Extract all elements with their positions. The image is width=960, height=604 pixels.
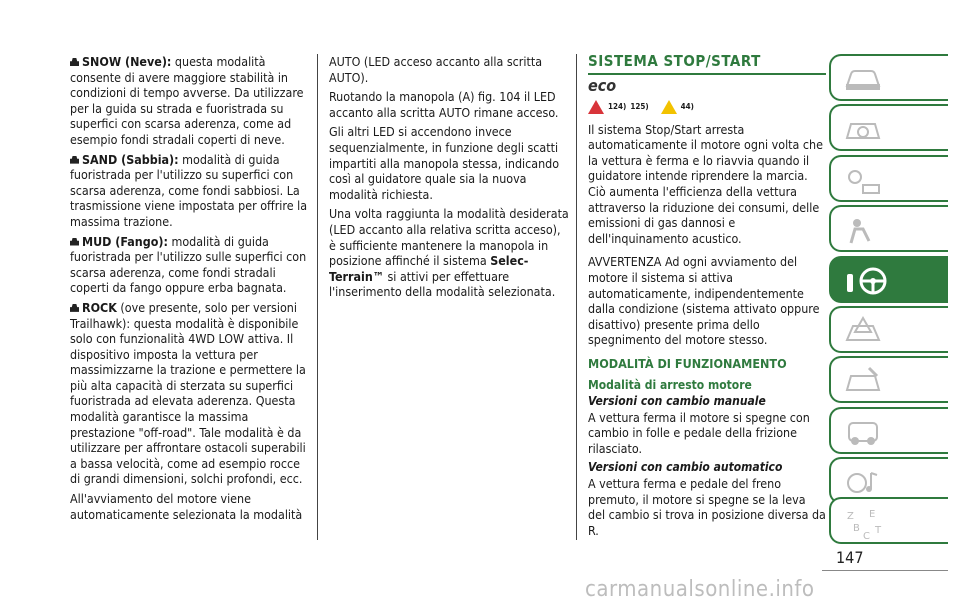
- lights-icon: [843, 163, 883, 197]
- mode-icon: [70, 156, 79, 164]
- sand-label: SAND (Sabbia):: [82, 151, 179, 167]
- svg-text:C: C: [863, 531, 870, 541]
- svg-text:Z: Z: [847, 511, 854, 522]
- chapter-tab-lights[interactable]: [829, 155, 948, 202]
- chapter-tab-starting-driving[interactable]: [829, 256, 948, 303]
- subheading-manual: Versioni con cambio manuale: [588, 394, 766, 409]
- svg-text:E: E: [869, 509, 876, 520]
- chapter-tab-service[interactable]: [829, 356, 948, 403]
- mode-icon: [70, 58, 79, 66]
- snow-text: questa modalità consente di avere maggiore stabilità in condizioni di tempo avverse. Da utilizzare per la guida su strada e fuoristrada su superfici con scarsa aderenza, come ad esempio fondi stradali coperti di neve.: [70, 54, 304, 147]
- rock-label: ROCK: [82, 299, 117, 315]
- chapter-tab-specs[interactable]: [829, 407, 948, 454]
- paragraph-intro: Il sistema Stop/Start arresta automaticamente il motore ogni volta che la vettura è ferma e lo riavvia quando il guidatore intende riprendere la marcia. Ciò aumenta l'efficienza della vettura attraverso la riduzione dei consumi, delle emissioni di gas dannosi e dell'inquinamento acustico.: [588, 121, 823, 246]
- car-specs-icon: [843, 415, 883, 449]
- index-letters-icon: [843, 505, 887, 541]
- paragraph-auto-start: All'avviamento del motore viene automaticamente selezionata la modalità: [70, 491, 303, 522]
- paragraph-manual: A vettura ferma il motore si spegne con cambio in folle e pedale della frizione rilasciato.: [588, 409, 810, 456]
- caution-triangle-icon: [661, 100, 677, 114]
- warning-references: [588, 98, 826, 116]
- paragraph-mud: [70, 234, 310, 296]
- rock-text: (ove presente, solo per versioni Trailhawk): questa modalità è disponibile solo con funzionalità 4WD LOW attiva. Il dispositivo imposta la vettura per massimizzarne la trazione e permettere la più alta capacità di sterzata su superfici fuoristrada ad elevata aderenza. Questa modalità garantisce la massima prestazione "off-road". Tale modalità è da utilizzare per affrontare ostacoli superabili a bassa velocità, come ad esempio rocce di grandi dimensioni, solchi profondi, ecc.: [70, 299, 306, 487]
- subsection-title: MODALITÀ DI FUNZIONAMENTO: [588, 355, 787, 371]
- car-warning-icon: [843, 314, 883, 348]
- paragraph-rock: [70, 300, 310, 487]
- mode-icon: [70, 304, 79, 312]
- chapter-tab-index[interactable]: [829, 497, 948, 544]
- page-number-rule: [822, 570, 948, 571]
- subheading-engine-stop: Modalità di arresto motore: [588, 377, 752, 392]
- chapter-tab-car-info[interactable]: [829, 54, 948, 101]
- safety-icon: [843, 213, 883, 247]
- column-divider: [576, 54, 577, 540]
- watermark: carmanualsonline.info: [585, 577, 815, 602]
- mud-text: modalità di guida fuoristrada per l'utilizzo sulle superfici con scarsa aderenza, come fondi stradali coperti da fango oppure erba bagnata.: [70, 233, 307, 296]
- multimedia-icon: [843, 465, 883, 499]
- column-divider: [317, 54, 318, 540]
- steering-wheel-icon: [843, 264, 893, 298]
- mode-icon: [70, 238, 79, 246]
- svg-text:B: B: [853, 523, 860, 534]
- column-3: [588, 54, 826, 542]
- danger-triangle-icon: [588, 100, 604, 114]
- subheading-automatic: Versioni con cambio automatico: [588, 460, 783, 475]
- paragraph-selec-terrain: Una volta raggiunta la modalità desiderata (LED accanto alla relativa scritta acceso), è sufficiente mantenere la manopola in posizione affinché il sistema Selec-Terrain™ si attivi per effettuare l'inserimento della modalità selezionata.: [329, 206, 569, 300]
- paragraph-auto: AUTO (LED acceso accanto alla scritta AUTO).: [329, 54, 543, 85]
- selec-terrain-name: Selec-Terrain™: [329, 253, 529, 284]
- chapter-tab-safety[interactable]: [829, 205, 948, 252]
- mud-label: MUD (Fango):: [82, 233, 168, 249]
- column-1: [70, 54, 310, 526]
- section-title: SISTEMA STOP/START: [588, 54, 826, 70]
- chapter-tab-dashboard[interactable]: [829, 104, 948, 151]
- chapter-tab-emergency[interactable]: [829, 306, 948, 353]
- column-2: [329, 54, 569, 304]
- ref-124: 124): [608, 101, 627, 111]
- snow-label: SNOW (Neve):: [82, 54, 172, 69]
- paragraph-snow: [70, 54, 310, 148]
- car-info-icon: [843, 62, 883, 96]
- ref-44: 44): [680, 101, 694, 111]
- paragraph-warning: AVVERTENZA Ad ogni avviamento del motore il sistema si attiva automaticamente, indipendentemente dalla condizione (sistema attivato oppure disattivo) presente prima dello spegnimento del motore stesso.: [588, 254, 820, 348]
- paragraph-knob: Ruotando la manopola (A) fig. 104 il LED accanto alla scritta AUTO rimane acceso.: [329, 89, 559, 120]
- page-number: 147: [836, 548, 864, 567]
- paragraph-automatic: A vettura ferma e pedale del freno premuto, il motore si spegne se la leva del cambio si trova in posizione diversa da R.: [588, 476, 826, 538]
- sand-text: modalità di guida fuoristrada per l'utilizzo su superfici con scarsa aderenza, come fondi sabbiosi. La trasmissione viene impostata per offrire la massima trazione.: [70, 151, 308, 229]
- eco-icon: eco: [588, 75, 617, 95]
- ref-125: 125): [630, 101, 649, 111]
- car-dashboard-icon: [843, 112, 883, 146]
- paragraph-sand: [70, 152, 310, 230]
- paragraph-leds: Gli altri LED si accendono invece sequenzialmente, in funzione degli scatti impartiti alla manopola stessa, indicando così al guidatore quale sia la nuova modalità richiesta.: [329, 124, 560, 202]
- car-service-icon: [843, 364, 883, 398]
- svg-text:T: T: [875, 525, 882, 536]
